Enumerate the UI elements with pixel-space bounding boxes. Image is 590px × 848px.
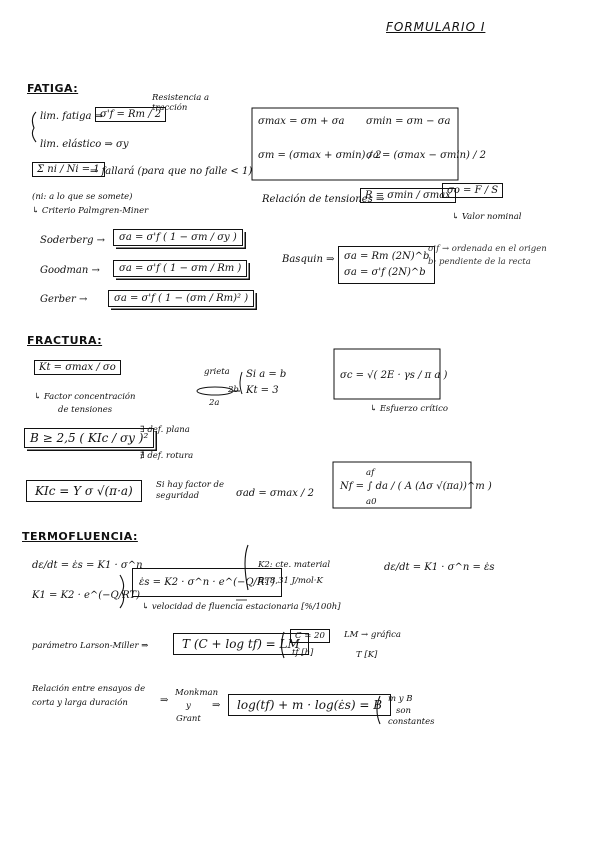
b-condition: B ≥ 2,5 ( KIc / σy )²: [24, 428, 154, 448]
c20: C = 20: [290, 629, 330, 643]
rel-label1: Relación entre ensayos de: [32, 684, 146, 694]
fatiga-heading: FATIGA:: [27, 82, 79, 95]
basquin-f2: σa = σ'f (2N)^b: [344, 267, 426, 278]
goodman-formula: σa = σ'f ( 1 − σm / Rm ): [113, 260, 247, 277]
r-note: R: 8,31 J/mol·K: [258, 576, 323, 586]
miner-note: ⇒ fallará (para que no falle < 1): [90, 166, 253, 177]
grieta-2b: 2b: [228, 385, 239, 395]
miner-formula: Σ ni / Ni = 1: [32, 162, 105, 177]
sigma-c: σc = √( 2E · γs / π a ): [340, 370, 448, 381]
relacion-label: Relación de tensiones ⇒: [262, 194, 385, 205]
termo-eq4: dε/dt = K1 · σ^n = ε̇s: [384, 562, 495, 573]
tf-h: tf [h]: [292, 648, 314, 658]
lim-elastico-label: lim. elástico ⇒ σy: [40, 139, 129, 150]
miner-sub: (ni: a lo que se somete): [32, 192, 133, 202]
def-rotura: ∄ def. rotura: [140, 451, 194, 461]
kt-formula: Kt = σmax / σo: [34, 360, 121, 375]
sigma-max: σmax = σm + σa: [258, 116, 345, 127]
gerber-formula: σa = σ'f ( 1 − (σm / Rm)² ): [108, 290, 254, 307]
sigma-min: σmin = σm − σa: [366, 116, 451, 127]
nf-formula: Nf = ∫ da / ( A (Δσ √(πa))^m ): [340, 481, 492, 492]
sigma-o: σo = F / S: [442, 183, 503, 198]
velocidad-note: ↳ velocidad de fluencia estacionaria [%/100h]: [142, 602, 341, 612]
sigma-ad: σad = σmax / 2: [236, 488, 314, 499]
kt-note1: ↳ Factor concentración: [34, 392, 136, 402]
lm-grafica: LM → gráfica: [344, 630, 401, 640]
nf-upper: af: [366, 468, 375, 478]
resistencia-note: Resistencia a tracción: [152, 93, 210, 113]
termo-eq2: K1 = K2 · e^(−Q/RT): [32, 590, 141, 601]
monkman1: Monkman: [175, 688, 219, 698]
mg-formula: log(tf) + m · log(ε̇s) = B: [228, 694, 391, 716]
grieta-2a: 2a: [209, 398, 220, 408]
t-k: T [K]: [356, 650, 378, 660]
lim-fatiga-formula: σ'f = Rm / 2: [95, 107, 166, 122]
monkman2: y: [186, 701, 191, 711]
sigma-a: σa = (σmax − σmin) / 2: [366, 150, 487, 161]
def-plana: ∃ def. plana: [140, 425, 190, 435]
basquin-note2: b: pendiente de la recta: [428, 257, 531, 267]
nf-lower: a0: [366, 497, 377, 507]
fractura-heading: FRACTURA:: [27, 334, 103, 347]
basquin-f1: σa = Rm (2N)^b: [344, 251, 430, 262]
lm-formula: T (C + log tf) = LM: [173, 633, 309, 655]
lm-label: parámetro Larson-Miller ⇒: [32, 641, 149, 651]
lim-fatiga-label: lim. fatiga ⇒: [40, 111, 104, 122]
kt3: Kt = 3: [246, 385, 279, 396]
si-ab: Si a = b: [246, 369, 287, 380]
kic-formula: KIc = Y σ √(π·a): [26, 480, 142, 502]
esfuerzo-critico: ↳ Esfuerzo crítico: [370, 404, 448, 414]
mg-note2: son: [396, 706, 411, 716]
relacion-formula: R = σmin / σmax: [360, 188, 456, 203]
page-title: FORMULARIO I: [386, 20, 486, 34]
si-brace: [240, 372, 242, 394]
grieta-label: grieta: [204, 367, 230, 377]
termo-heading: TERMOFLUENCIA:: [22, 530, 138, 543]
factor-seguridad: Si hay factor de seguridad: [156, 480, 225, 501]
rel-label2: corta y larga duración: [32, 698, 128, 708]
k2-note: K2: cte. material: [258, 560, 331, 570]
gerber-label: Gerber →: [40, 294, 88, 305]
basquin-label: Basquin ⇒: [282, 254, 335, 265]
soderberg-formula: σa = σ'f ( 1 − σm / σy ): [113, 229, 243, 246]
termo-eq3: ε̇s = K2 · σ^n · e^(−Q/RT): [132, 568, 282, 597]
monkman3: Grant: [176, 714, 201, 724]
termo-eq1: dε/dt = ε̇s = K1 · σ^n: [32, 560, 143, 571]
sigma-m: σm = (σmax + σmin) / 2: [258, 150, 382, 161]
goodman-label: Goodman →: [40, 265, 100, 276]
basquin-note1: σ'f → ordenada en el origen: [428, 244, 547, 254]
kt-note2: de tensiones: [58, 405, 113, 415]
mg-note3: constantes: [388, 717, 435, 727]
miner-criterio: ↳ Criterio Palmgren-Miner: [32, 206, 149, 216]
valor-nominal: ↳ Valor nominal: [452, 212, 522, 222]
soderberg-label: Soderberg →: [40, 235, 106, 246]
fatiga-brace: [32, 112, 36, 142]
mg-note1: m y B: [388, 694, 413, 704]
basquin-box: [338, 246, 435, 284]
